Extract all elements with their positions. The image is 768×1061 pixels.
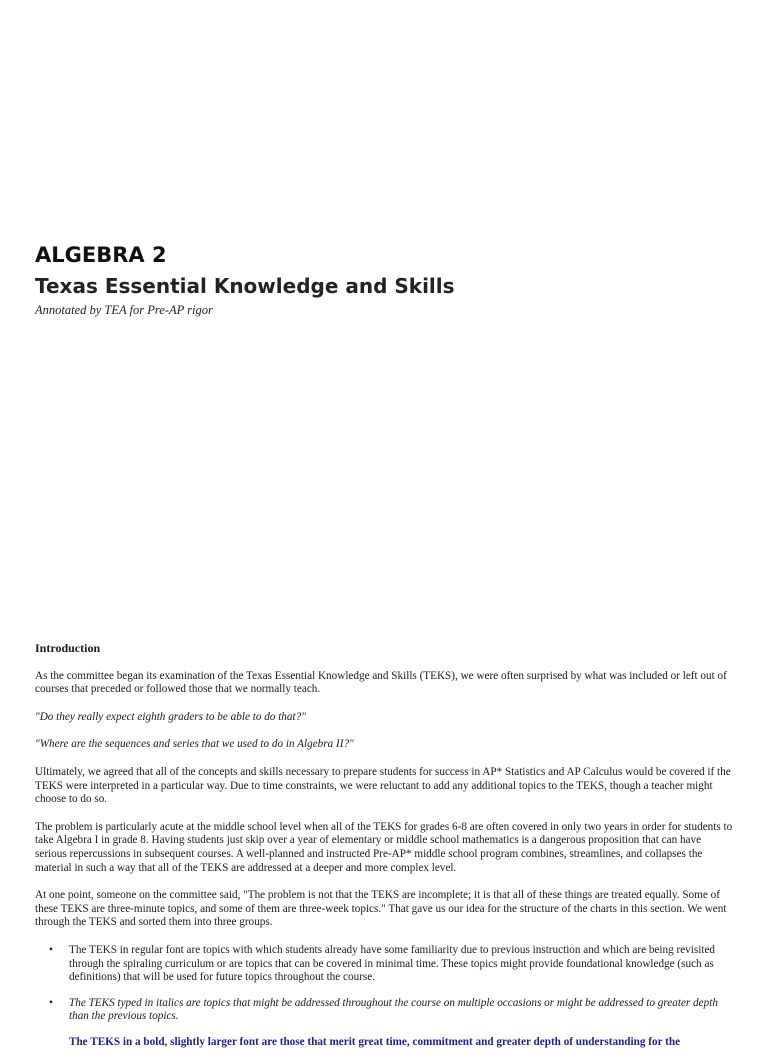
annotation-note: Annotated by TEA for Pre-AP rigor	[35, 303, 213, 317]
list-item	[49, 943, 735, 985]
paragraph-ultimately: Ultimately, we agreed that all of the concepts and skills necessary to prepare students for success in AP* Statistics and AP Calculus would be covered if the TEKS were interpreted in a particular way. Due to time constraints, we were reluctant to add any additional topics to the TEKS, though a teacher might choose to do so.	[35, 765, 731, 806]
teks-groups-list	[35, 944, 735, 1050]
list-item	[69, 1036, 735, 1050]
group-bold: The TEKS in a bold, slightly larger font are those that merit great time, commitment and greater depth of understanding for the	[69, 1035, 681, 1048]
paragraph-middle-school: The problem is particularly acute at the middle school level when all of the TEKS for grades 6-8 are often covered in only two years in order for students to take Algebra I in grade 8. Having students just skip over a year of elementary or middle school mathematics is a dangerous proposition that can have serious repercussions in subsequent courses. A well-planned and instructed Pre-AP* middle school program combines, streamlines, and collapses the material in such a way that all of the TEKS are addressed at a deeper and more complex level.	[35, 820, 733, 874]
paragraph-three-groups: At one point, someone on the committee said, "The problem is not that the TEKS are incomplete; it is that all of these things are treated equally. Some of these TEKS are three-minute topics, and some of them are three-week topics." That gave us our idea for the structure of the charts in this section. We went through the TEKS and sorted them into three groups.	[35, 889, 727, 929]
quote-sequences-series: "Where are the sequences and series that we used to do in Algebra II?"	[35, 738, 354, 751]
group-italics: The TEKS typed in italics are topics that might be addressed throughout the course on multiple occasions or might be addressed to greater depth than the previous topics.	[69, 996, 718, 1023]
list-item	[49, 996, 735, 1024]
page-title: ALGEBRA 2	[35, 243, 167, 267]
bullet-icon: •	[49, 996, 53, 1009]
title-block	[35, 240, 735, 318]
page-subtitle: Texas Essential Knowledge and Skills	[35, 274, 455, 298]
intro-paragraph: As the committee began its examination of the Texas Essential Knowledge and Skills (TEKS), we were often surprised by what was included or left out of courses that preceded or followed those that we normally teach.	[35, 669, 727, 696]
quote-eighth-graders: "Do they really expect eighth graders to be able to do that?"	[35, 710, 306, 723]
introduction-heading: Introduction	[35, 641, 101, 655]
bullet-icon: •	[49, 943, 53, 956]
introduction-section	[35, 642, 735, 1061]
group-regular-font: The TEKS in regular font are topics with which students already have some familiarity due to previous instruction and which are being revisited through the spiraling curriculum or are topics that can be covered in minimal time. These topics might provide foundational knowledge (such as definitions) that will be used for future topics throughout the course.	[69, 943, 716, 984]
